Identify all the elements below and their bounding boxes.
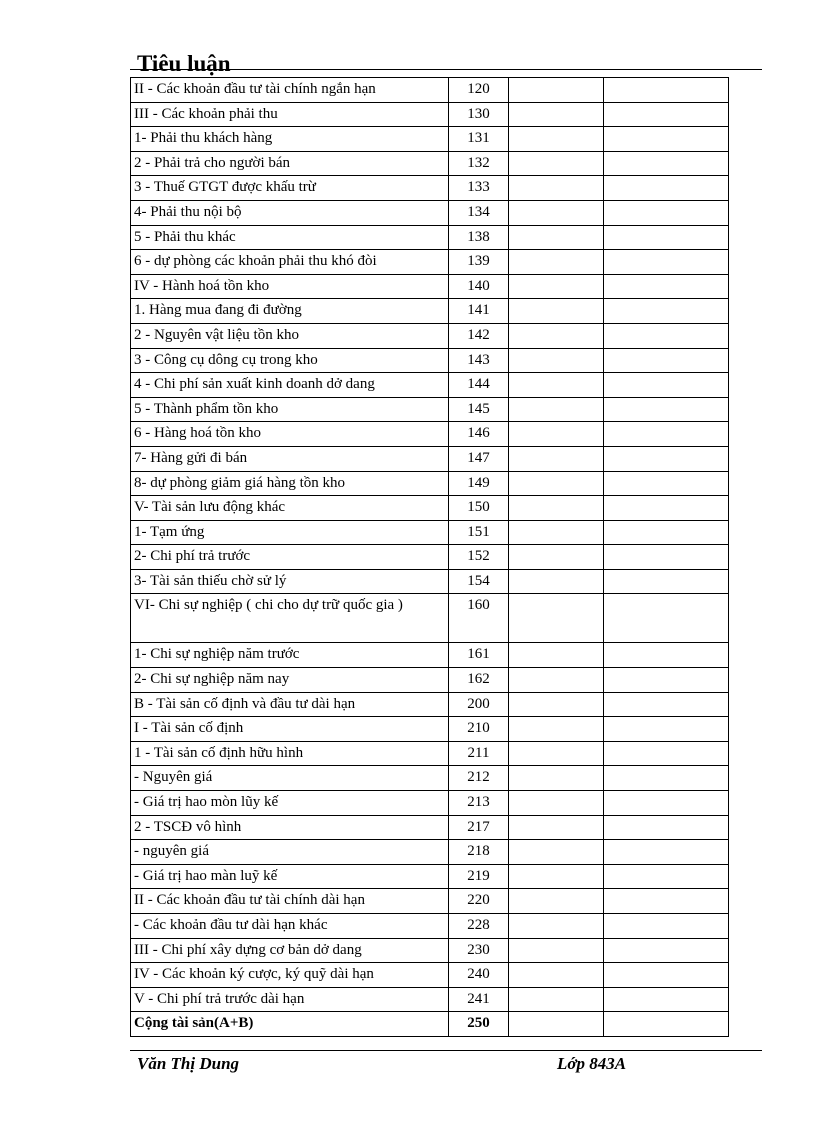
row-code: 120 <box>449 78 509 103</box>
row-item-label: - Giá trị hao mòn lũy kế <box>131 791 449 816</box>
row-value-end <box>604 422 729 447</box>
row-item-label: II - Các khoản đầu tư tài chính dài hạn <box>131 889 449 914</box>
row-item-label: 1- Phải thu khách hàng <box>131 127 449 152</box>
row-value-start <box>509 397 604 422</box>
row-code: 154 <box>449 569 509 594</box>
row-value-start <box>509 200 604 225</box>
row-value-start <box>509 274 604 299</box>
row-value-start <box>509 471 604 496</box>
row-item-label: 3 - Công cụ dông cụ trong kho <box>131 348 449 373</box>
table-row <box>131 373 729 398</box>
row-item-label: 1 - Tài sản cố định hữu hình <box>131 741 449 766</box>
row-item-label: V- Tài sản lưu động khác <box>131 496 449 521</box>
table-row <box>131 78 729 103</box>
row-item-label: 2- Chi sự nghiệp năm nay <box>131 668 449 693</box>
table-row <box>131 274 729 299</box>
row-value-end <box>604 963 729 988</box>
table-row <box>131 643 729 668</box>
table-row <box>131 471 729 496</box>
row-value-end <box>604 348 729 373</box>
table-row <box>131 741 729 766</box>
row-code: 213 <box>449 791 509 816</box>
row-value-start <box>509 373 604 398</box>
row-item-label: II - Các khoản đầu tư tài chính ngắn hạn <box>131 78 449 103</box>
table-row <box>131 963 729 988</box>
row-value-end <box>604 791 729 816</box>
row-code: 132 <box>449 151 509 176</box>
row-code: 130 <box>449 102 509 127</box>
row-value-start <box>509 78 604 103</box>
row-value-start <box>509 250 604 275</box>
table-row <box>131 864 729 889</box>
row-value-end <box>604 668 729 693</box>
row-code: 162 <box>449 668 509 693</box>
table-row <box>131 176 729 201</box>
footer-divider <box>130 1050 762 1051</box>
row-code: 143 <box>449 348 509 373</box>
row-item-label: 3- Tài sản thiếu chờ sử lý <box>131 569 449 594</box>
table-row <box>131 496 729 521</box>
row-item-label: 6 - dự phòng các khoản phải thu khó đòi <box>131 250 449 275</box>
row-code: 161 <box>449 643 509 668</box>
row-value-end <box>604 643 729 668</box>
row-code: 144 <box>449 373 509 398</box>
table-row <box>131 815 729 840</box>
row-value-end <box>604 78 729 103</box>
row-value-end <box>604 250 729 275</box>
row-value-end <box>604 938 729 963</box>
row-item-label: I - Tài sản cố định <box>131 717 449 742</box>
row-value-end <box>604 496 729 521</box>
row-code: 141 <box>449 299 509 324</box>
footer-class: Lớp 843A <box>557 1054 627 1073</box>
row-code: 228 <box>449 914 509 939</box>
row-value-end <box>604 741 729 766</box>
table-row <box>131 127 729 152</box>
row-value-start <box>509 791 604 816</box>
row-code: 140 <box>449 274 509 299</box>
row-value-end <box>604 520 729 545</box>
table-row <box>131 791 729 816</box>
row-item-label: IV - Hành hoá tồn kho <box>131 274 449 299</box>
row-value-end <box>604 299 729 324</box>
row-code: 133 <box>449 176 509 201</box>
table-row <box>131 102 729 127</box>
row-value-start <box>509 545 604 570</box>
table-row <box>131 987 729 1012</box>
row-code: 200 <box>449 692 509 717</box>
table-row <box>131 520 729 545</box>
row-value-start <box>509 496 604 521</box>
page-title: Tiêu luận <box>137 51 231 76</box>
row-value-start <box>509 668 604 693</box>
row-code: 210 <box>449 717 509 742</box>
row-value-end <box>604 692 729 717</box>
row-value-end <box>604 766 729 791</box>
row-value-start <box>509 151 604 176</box>
table-row <box>131 938 729 963</box>
row-value-end <box>604 889 729 914</box>
row-code: 220 <box>449 889 509 914</box>
row-value-start <box>509 815 604 840</box>
row-value-end <box>604 176 729 201</box>
table-row <box>131 323 729 348</box>
row-value-end <box>604 127 729 152</box>
row-item-label: - Giá trị hao màn luỹ kế <box>131 864 449 889</box>
row-item-label: IV - Các khoản ký cược, ký quỹ dài hạn <box>131 963 449 988</box>
table-row <box>131 914 729 939</box>
row-value-start <box>509 102 604 127</box>
row-value-start <box>509 717 604 742</box>
row-item-label: 5 - Phải thu khác <box>131 225 449 250</box>
row-item-label: 6 - Hàng hoá tồn kho <box>131 422 449 447</box>
row-item-label: 2- Chi phí trả trước <box>131 545 449 570</box>
row-item-label: 2 - TSCĐ vô hình <box>131 815 449 840</box>
row-value-start <box>509 127 604 152</box>
row-code: 147 <box>449 446 509 471</box>
row-value-start <box>509 446 604 471</box>
row-value-start <box>509 176 604 201</box>
table-row <box>131 151 729 176</box>
row-value-end <box>604 323 729 348</box>
row-code: 212 <box>449 766 509 791</box>
row-item-label: 2 - Nguyên vật liệu tồn kho <box>131 323 449 348</box>
row-item-label: VI- Chi sự nghiệp ( chi cho dự trữ quốc gia ) <box>131 594 449 643</box>
row-value-start <box>509 225 604 250</box>
row-value-end <box>604 151 729 176</box>
row-value-start <box>509 987 604 1012</box>
row-value-end <box>604 274 729 299</box>
table-row <box>131 692 729 717</box>
header-divider <box>130 69 762 70</box>
row-code: 230 <box>449 938 509 963</box>
balance-sheet-table <box>130 77 729 1037</box>
row-code: 142 <box>449 323 509 348</box>
row-value-end <box>604 914 729 939</box>
row-value-start <box>509 643 604 668</box>
table-row <box>131 200 729 225</box>
row-code: 211 <box>449 741 509 766</box>
row-value-end <box>604 987 729 1012</box>
table-row <box>131 717 729 742</box>
row-item-label: 4 - Chi phí sản xuất kinh doanh dở dang <box>131 373 449 398</box>
row-item-label: III - Các khoản phải thu <box>131 102 449 127</box>
table-row <box>131 348 729 373</box>
row-item-label: - Các khoản đầu tư dài hạn khác <box>131 914 449 939</box>
row-value-end <box>604 840 729 865</box>
row-value-start <box>509 1012 604 1037</box>
row-value-start <box>509 348 604 373</box>
row-item-label: - nguyên giá <box>131 840 449 865</box>
row-item-label: 1. Hàng mua đang đi đường <box>131 299 449 324</box>
row-code: 138 <box>449 225 509 250</box>
table-row <box>131 299 729 324</box>
row-value-start <box>509 323 604 348</box>
row-value-start <box>509 864 604 889</box>
row-value-start <box>509 840 604 865</box>
row-code: 146 <box>449 422 509 447</box>
row-item-label: Cộng tài sản(A+B) <box>131 1012 449 1037</box>
table-row <box>131 594 729 643</box>
row-value-end <box>604 102 729 127</box>
table-row <box>131 1012 729 1037</box>
row-value-end <box>604 200 729 225</box>
row-item-label: 1- Chi sự nghiệp năm trước <box>131 643 449 668</box>
row-code: 152 <box>449 545 509 570</box>
row-code: 149 <box>449 471 509 496</box>
row-code: 217 <box>449 815 509 840</box>
row-value-end <box>604 569 729 594</box>
row-item-label: 5 - Thành phẩm tồn kho <box>131 397 449 422</box>
row-value-start <box>509 594 604 643</box>
row-value-start <box>509 569 604 594</box>
table-row <box>131 668 729 693</box>
row-value-start <box>509 741 604 766</box>
row-item-label: 3 - Thuế GTGT được khấu trừ <box>131 176 449 201</box>
row-item-label: B - Tài sản cố định và đầu tư dài hạn <box>131 692 449 717</box>
table-row <box>131 569 729 594</box>
row-code: 240 <box>449 963 509 988</box>
row-value-start <box>509 889 604 914</box>
row-code: 241 <box>449 987 509 1012</box>
row-value-start <box>509 299 604 324</box>
row-item-label: - Nguyên giá <box>131 766 449 791</box>
row-value-end <box>604 717 729 742</box>
table-row <box>131 766 729 791</box>
row-code: 151 <box>449 520 509 545</box>
table-row <box>131 545 729 570</box>
row-value-end <box>604 397 729 422</box>
table-body <box>131 78 729 1037</box>
row-code: 160 <box>449 594 509 643</box>
row-code: 134 <box>449 200 509 225</box>
row-value-end <box>604 446 729 471</box>
row-item-label: III - Chi phí xây dựng cơ bản dở dang <box>131 938 449 963</box>
row-value-end <box>604 594 729 643</box>
table-row <box>131 446 729 471</box>
row-code: 150 <box>449 496 509 521</box>
row-code: 250 <box>449 1012 509 1037</box>
row-item-label: 2 - Phải trả cho người bán <box>131 151 449 176</box>
footer-author: Văn Thị Dung <box>137 1054 240 1073</box>
row-code: 218 <box>449 840 509 865</box>
row-item-label: 8- dự phòng giảm giá hàng tồn kho <box>131 471 449 496</box>
table-row <box>131 250 729 275</box>
row-value-start <box>509 692 604 717</box>
table-row <box>131 422 729 447</box>
row-item-label: 1- Tạm ứng <box>131 520 449 545</box>
row-code: 145 <box>449 397 509 422</box>
row-value-start <box>509 938 604 963</box>
row-value-start <box>509 766 604 791</box>
table-row <box>131 225 729 250</box>
row-value-start <box>509 963 604 988</box>
row-value-start <box>509 520 604 545</box>
table-row <box>131 889 729 914</box>
row-code: 131 <box>449 127 509 152</box>
row-item-label: 4- Phải thu nội bộ <box>131 200 449 225</box>
row-item-label: V - Chi phí trả trước dài hạn <box>131 987 449 1012</box>
table-row <box>131 840 729 865</box>
row-value-end <box>604 373 729 398</box>
row-value-end <box>604 225 729 250</box>
row-code: 219 <box>449 864 509 889</box>
row-value-end <box>604 815 729 840</box>
row-value-end <box>604 471 729 496</box>
row-value-end <box>604 545 729 570</box>
row-value-end <box>604 1012 729 1037</box>
row-item-label: 7- Hàng gửi đi bán <box>131 446 449 471</box>
row-value-start <box>509 914 604 939</box>
table-row <box>131 397 729 422</box>
row-code: 139 <box>449 250 509 275</box>
row-value-end <box>604 864 729 889</box>
row-value-start <box>509 422 604 447</box>
